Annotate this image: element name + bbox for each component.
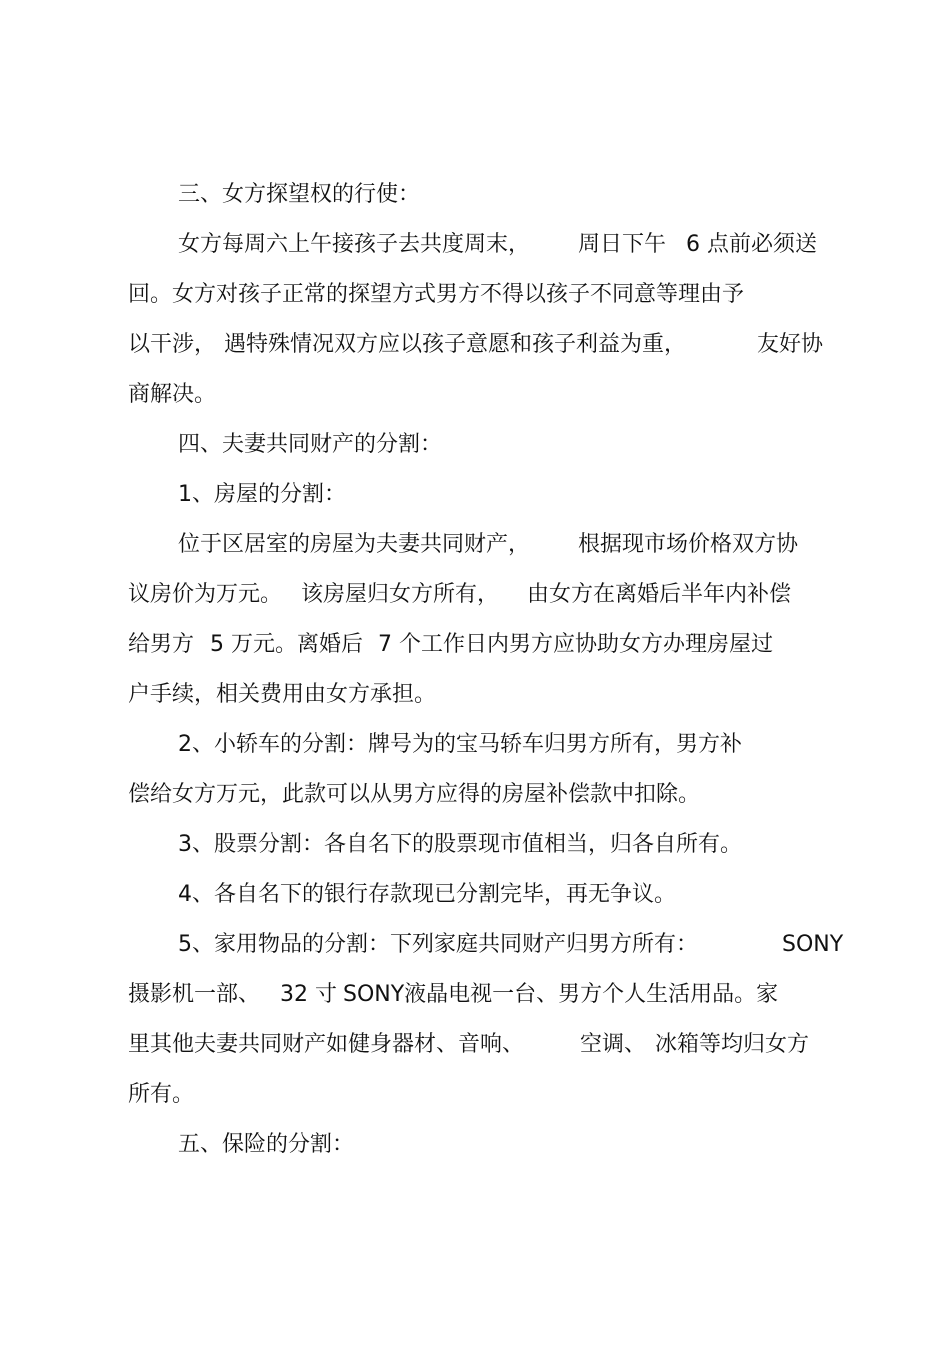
text-line: 6 点前必须送 xyxy=(686,232,817,257)
text-line: 里其他夫妻共同财产如健身器材、音响、 xyxy=(128,1032,525,1057)
text-line: 五、保险的分割： xyxy=(178,1132,355,1157)
text-line: 偿给女方万元，此款可以从男方应得的房屋补偿款中扣除。 xyxy=(128,782,701,807)
text-line: 四、夫妻共同财产的分割： xyxy=(178,432,443,457)
text-line: 4、各自名下的银行存款现已分割完毕，再无争议。 xyxy=(178,882,676,907)
text-line: SONY xyxy=(782,932,844,957)
text-line: 5 万元。离婚后 xyxy=(210,632,363,657)
text-line: 位于区居室的房屋为夫妻共同财产， xyxy=(178,532,531,557)
text-line: 摄影机一部、 xyxy=(128,982,261,1007)
text-line: 1、房屋的分割： xyxy=(178,482,346,507)
text-line: 商解决。 xyxy=(128,382,217,407)
text-line: 根据现市场价格双方协 xyxy=(578,532,799,557)
text-line: 周日下午 xyxy=(578,232,667,257)
text-line: 遇特殊情况双方应以孩子意愿和孩子利益为重， xyxy=(224,332,687,357)
text-line: 所有。 xyxy=(128,1082,195,1107)
text-line: 由女方在离婚后半年内补偿 xyxy=(527,582,792,607)
text-line: 5、家用物品的分割：下列家庭共同财产归男方所有： xyxy=(178,932,698,957)
text-line: 给男方 xyxy=(128,632,195,657)
text-line: 3、股票分割：各自名下的股票现市值相当，归各自所有。 xyxy=(178,832,742,857)
text-line: 冰箱等均归女方 xyxy=(655,1032,810,1057)
text-line: 空调、 xyxy=(580,1032,647,1057)
text-line: 女方每周六上午接孩子去共度周末， xyxy=(178,232,531,257)
text-line: 户手续，相关费用由女方承担。 xyxy=(128,682,437,707)
text-line: 7 个工作日内男方应协助女方办理房屋过 xyxy=(378,632,773,657)
text-line: 三、女方探望权的行使： xyxy=(178,182,421,207)
text-line: 32 寸 xyxy=(280,982,337,1007)
text-line: 以干涉， xyxy=(128,332,217,357)
text-line: SONY液晶电视一台、男方个人生活用品。家 xyxy=(343,982,779,1007)
text-line: 回。女方对孩子正常的探望方式男方不得以孩子不同意等理由予 xyxy=(128,282,745,307)
text-line: 2、小轿车的分割：牌号为的宝马轿车归男方所有，男方补 xyxy=(178,732,742,757)
text-line: 友好协 xyxy=(757,332,824,357)
text-line: 议房价为万元。 xyxy=(128,582,283,607)
text-line: 该房屋归女方所有， xyxy=(301,582,500,607)
